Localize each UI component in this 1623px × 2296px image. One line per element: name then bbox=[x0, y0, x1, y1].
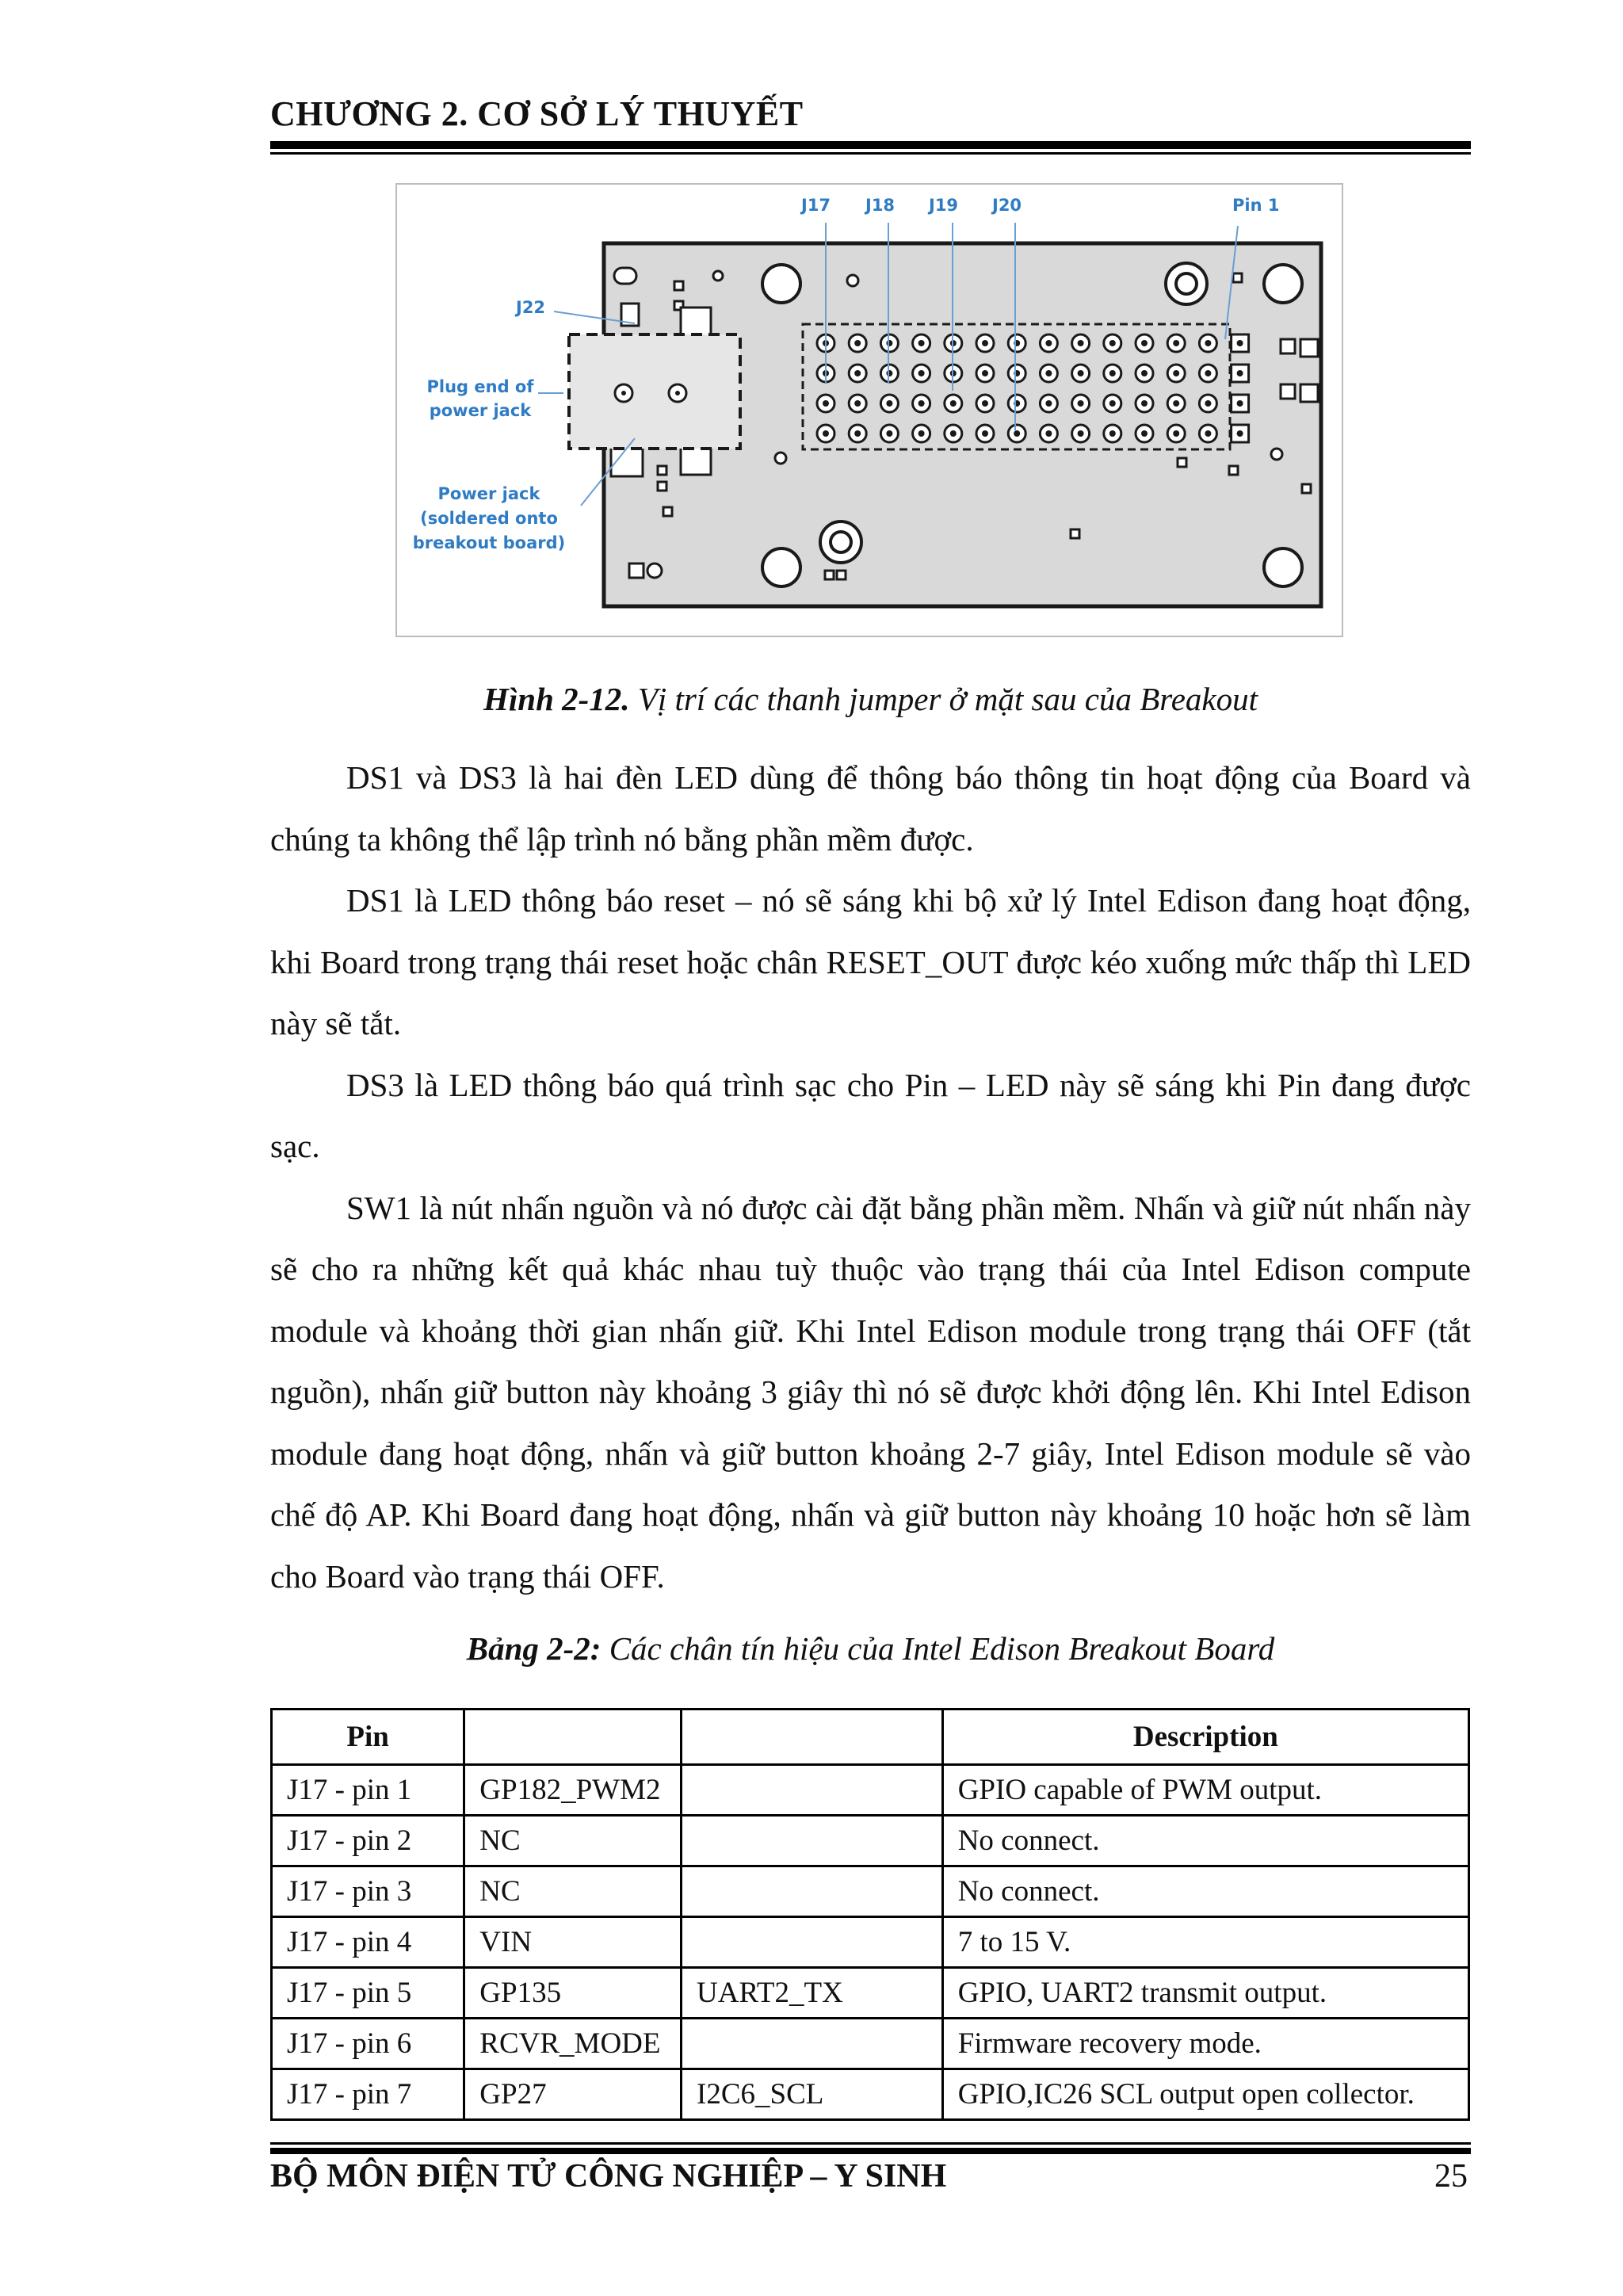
pin-center bbox=[1205, 400, 1211, 407]
pin-center bbox=[854, 400, 861, 407]
chapter-title: CHƯƠNG 2. CƠ SỞ LÝ THUYẾT bbox=[270, 94, 804, 133]
cell-description: No connect. bbox=[942, 1866, 1468, 1917]
pin-center bbox=[1045, 430, 1052, 437]
label-j22: J22 bbox=[516, 298, 546, 317]
table-row bbox=[272, 2069, 1469, 2120]
cell-pin: J17 - pin 2 bbox=[272, 1816, 464, 1866]
pin-center bbox=[1141, 400, 1148, 407]
table-row bbox=[272, 1816, 1469, 1866]
figure-breakout-board bbox=[395, 183, 1343, 637]
pin-center bbox=[918, 340, 925, 346]
table-row bbox=[272, 1968, 1469, 2019]
pin-center bbox=[950, 430, 957, 437]
pin-center bbox=[1078, 400, 1084, 407]
cell-alt bbox=[682, 1866, 943, 1917]
pin-center bbox=[1045, 340, 1052, 346]
cell-signal: NC bbox=[464, 1816, 682, 1866]
footer-rule-thin bbox=[270, 2142, 1471, 2145]
pin-center bbox=[1109, 370, 1116, 376]
cell-description: 7 to 15 V. bbox=[942, 1917, 1468, 1968]
pin-center bbox=[886, 400, 892, 407]
pin-center bbox=[886, 370, 892, 376]
cell-alt: UART2_TX bbox=[682, 1968, 943, 2019]
pin-center bbox=[1045, 400, 1052, 407]
pin-center bbox=[918, 430, 925, 437]
pin-center bbox=[1237, 400, 1243, 407]
cell-alt bbox=[682, 1816, 943, 1866]
pin-center bbox=[1237, 430, 1243, 437]
pin-center bbox=[918, 400, 925, 407]
table-row bbox=[272, 2019, 1469, 2069]
pin-center bbox=[1109, 430, 1116, 437]
pin-center bbox=[1109, 340, 1116, 346]
pin-center bbox=[886, 340, 892, 346]
pin-center bbox=[823, 430, 829, 437]
cell-signal: NC bbox=[464, 1866, 682, 1917]
label-j17: J17 bbox=[801, 196, 831, 215]
pin-center bbox=[1078, 370, 1084, 376]
pin-center bbox=[854, 430, 861, 437]
table-row bbox=[272, 1917, 1469, 1968]
cell-signal: GP135 bbox=[464, 1968, 682, 2019]
header-rule-thick bbox=[270, 141, 1471, 149]
pin-center bbox=[1173, 340, 1179, 346]
pin-center bbox=[1237, 370, 1243, 376]
pin-center bbox=[950, 400, 957, 407]
pin-center bbox=[1173, 430, 1179, 437]
cell-description: GPIO, UART2 transmit output. bbox=[942, 1968, 1468, 2019]
footer-rule-thick bbox=[270, 2148, 1471, 2154]
header-description: Description bbox=[942, 1710, 1468, 1765]
body-text bbox=[270, 747, 1471, 1607]
cell-signal: VIN bbox=[464, 1917, 682, 1968]
header-pin: Pin bbox=[272, 1710, 464, 1765]
cell-pin: J17 - pin 5 bbox=[272, 1968, 464, 2019]
header-rule-thin bbox=[270, 152, 1471, 155]
power-jack-plug-area bbox=[569, 334, 740, 449]
cell-description: Firmware recovery mode. bbox=[942, 2019, 1468, 2069]
cell-description: GPIO capable of PWM output. bbox=[942, 1765, 1468, 1816]
pin-center bbox=[1141, 370, 1148, 376]
pin-center bbox=[982, 430, 988, 437]
page-number: 25 bbox=[1434, 2158, 1468, 2195]
pin-center bbox=[982, 370, 988, 376]
pin-center bbox=[1141, 340, 1148, 346]
cell-alt bbox=[682, 2019, 943, 2069]
paragraph-ds3: DS3 là LED thông báo quá trình sạc cho Pin – LED này sẽ sáng khi Pin đang được sạc. bbox=[270, 1066, 1471, 1164]
label-j20: J20 bbox=[992, 196, 1022, 215]
paragraph-sw1: SW1 là nút nhấn nguồn và nó được cài đặt bằng phần mềm. Nhấn và giữ nút nhấn này sẽ cho ra những kết quả khác nhau tuỳ thuộc vào trạng thái của Intel Edison compute module và khoảng thời gian nhấn giữ. Khi Intel Edison module trong trạng thái OFF (tắt nguồn), nhấn giữ button này khoảng 3 giây thì nó sẽ được khởi động lên. Khi Intel Edison module đang hoạt động, nhấn và giữ button khoảng 2-7 giây, Intel Edison module sẽ vào chế độ AP. Khi Board đang hoạt động, nhấn và giữ button này khoảng 10 hoặc hơn sẽ làm cho Board vào trạng thái OFF. bbox=[270, 1189, 1471, 1595]
pin-center bbox=[1205, 340, 1211, 346]
label-pin1: Pin 1 bbox=[1232, 196, 1280, 215]
header-col3 bbox=[682, 1710, 943, 1765]
cell-description: GPIO,IC26 SCL output open collector. bbox=[942, 2069, 1468, 2120]
table-caption: Bảng 2-2: Các chân tín hiệu của Intel Edison Breakout Board bbox=[466, 1630, 1275, 1667]
pin-center bbox=[1078, 430, 1084, 437]
cell-signal: GP27 bbox=[464, 2069, 682, 2120]
pin-center bbox=[1014, 430, 1020, 437]
pin-center bbox=[854, 340, 861, 346]
cell-signal: GP182_PWM2 bbox=[464, 1765, 682, 1816]
pin-center bbox=[1173, 400, 1179, 407]
cell-pin: J17 - pin 3 bbox=[272, 1866, 464, 1917]
pin-table bbox=[270, 1708, 1470, 2121]
pin-center bbox=[886, 430, 892, 437]
pin-center bbox=[1237, 340, 1243, 346]
pin-center bbox=[982, 340, 988, 346]
footer-department: BỘ MÔN ĐIỆN TỬ CÔNG NGHIỆP – Y SINH bbox=[270, 2158, 947, 2195]
cell-pin: J17 - pin 7 bbox=[272, 2069, 464, 2120]
cell-pin: J17 - pin 4 bbox=[272, 1917, 464, 1968]
table-header-row bbox=[272, 1710, 1469, 1765]
cell-alt: I2C6_SCL bbox=[682, 2069, 943, 2120]
cell-alt bbox=[682, 1917, 943, 1968]
pin-center bbox=[1109, 400, 1116, 407]
label-power-jack: Power jack (soldered onto breakout board) bbox=[412, 484, 566, 552]
cell-alt bbox=[682, 1765, 943, 1816]
label-j19: J19 bbox=[929, 196, 959, 215]
pin-center bbox=[854, 370, 861, 376]
pin-center bbox=[1205, 370, 1211, 376]
pin-center bbox=[1173, 370, 1179, 376]
pin-center bbox=[1045, 370, 1052, 376]
pin-center bbox=[823, 400, 829, 407]
cell-description: No connect. bbox=[942, 1816, 1468, 1866]
pin-center bbox=[1205, 430, 1211, 437]
header-col2 bbox=[464, 1710, 682, 1765]
pin-center bbox=[1141, 430, 1148, 437]
cell-pin: J17 - pin 1 bbox=[272, 1765, 464, 1816]
pin-center bbox=[1078, 340, 1084, 346]
paragraph-ds1-ds3: DS1 và DS3 là hai đèn LED dùng để thông báo thông tin hoạt động của Board và chúng ta không thể lập trình nó bằng phần mềm được. bbox=[270, 759, 1471, 858]
cell-pin: J17 - pin 6 bbox=[272, 2019, 464, 2069]
label-j18: J18 bbox=[865, 196, 896, 215]
cell-signal: RCVR_MODE bbox=[464, 2019, 682, 2069]
label-plug-end: Plug end of power jack bbox=[426, 377, 534, 420]
table-row bbox=[272, 1765, 1469, 1816]
paragraph-ds1: DS1 là LED thông báo reset – nó sẽ sáng khi bộ xử lý Intel Edison đang hoạt động, khi Board trong trạng thái reset hoặc chân RESET_OUT được kéo xuống mức thấp thì LED này sẽ tắt. bbox=[270, 882, 1471, 1041]
pin-center bbox=[982, 400, 988, 407]
pin-center bbox=[918, 370, 925, 376]
table-row bbox=[272, 1866, 1469, 1917]
figure-caption: Hình 2-12. Vị trí các thanh jumper ở mặt sau của Breakout bbox=[483, 681, 1258, 717]
